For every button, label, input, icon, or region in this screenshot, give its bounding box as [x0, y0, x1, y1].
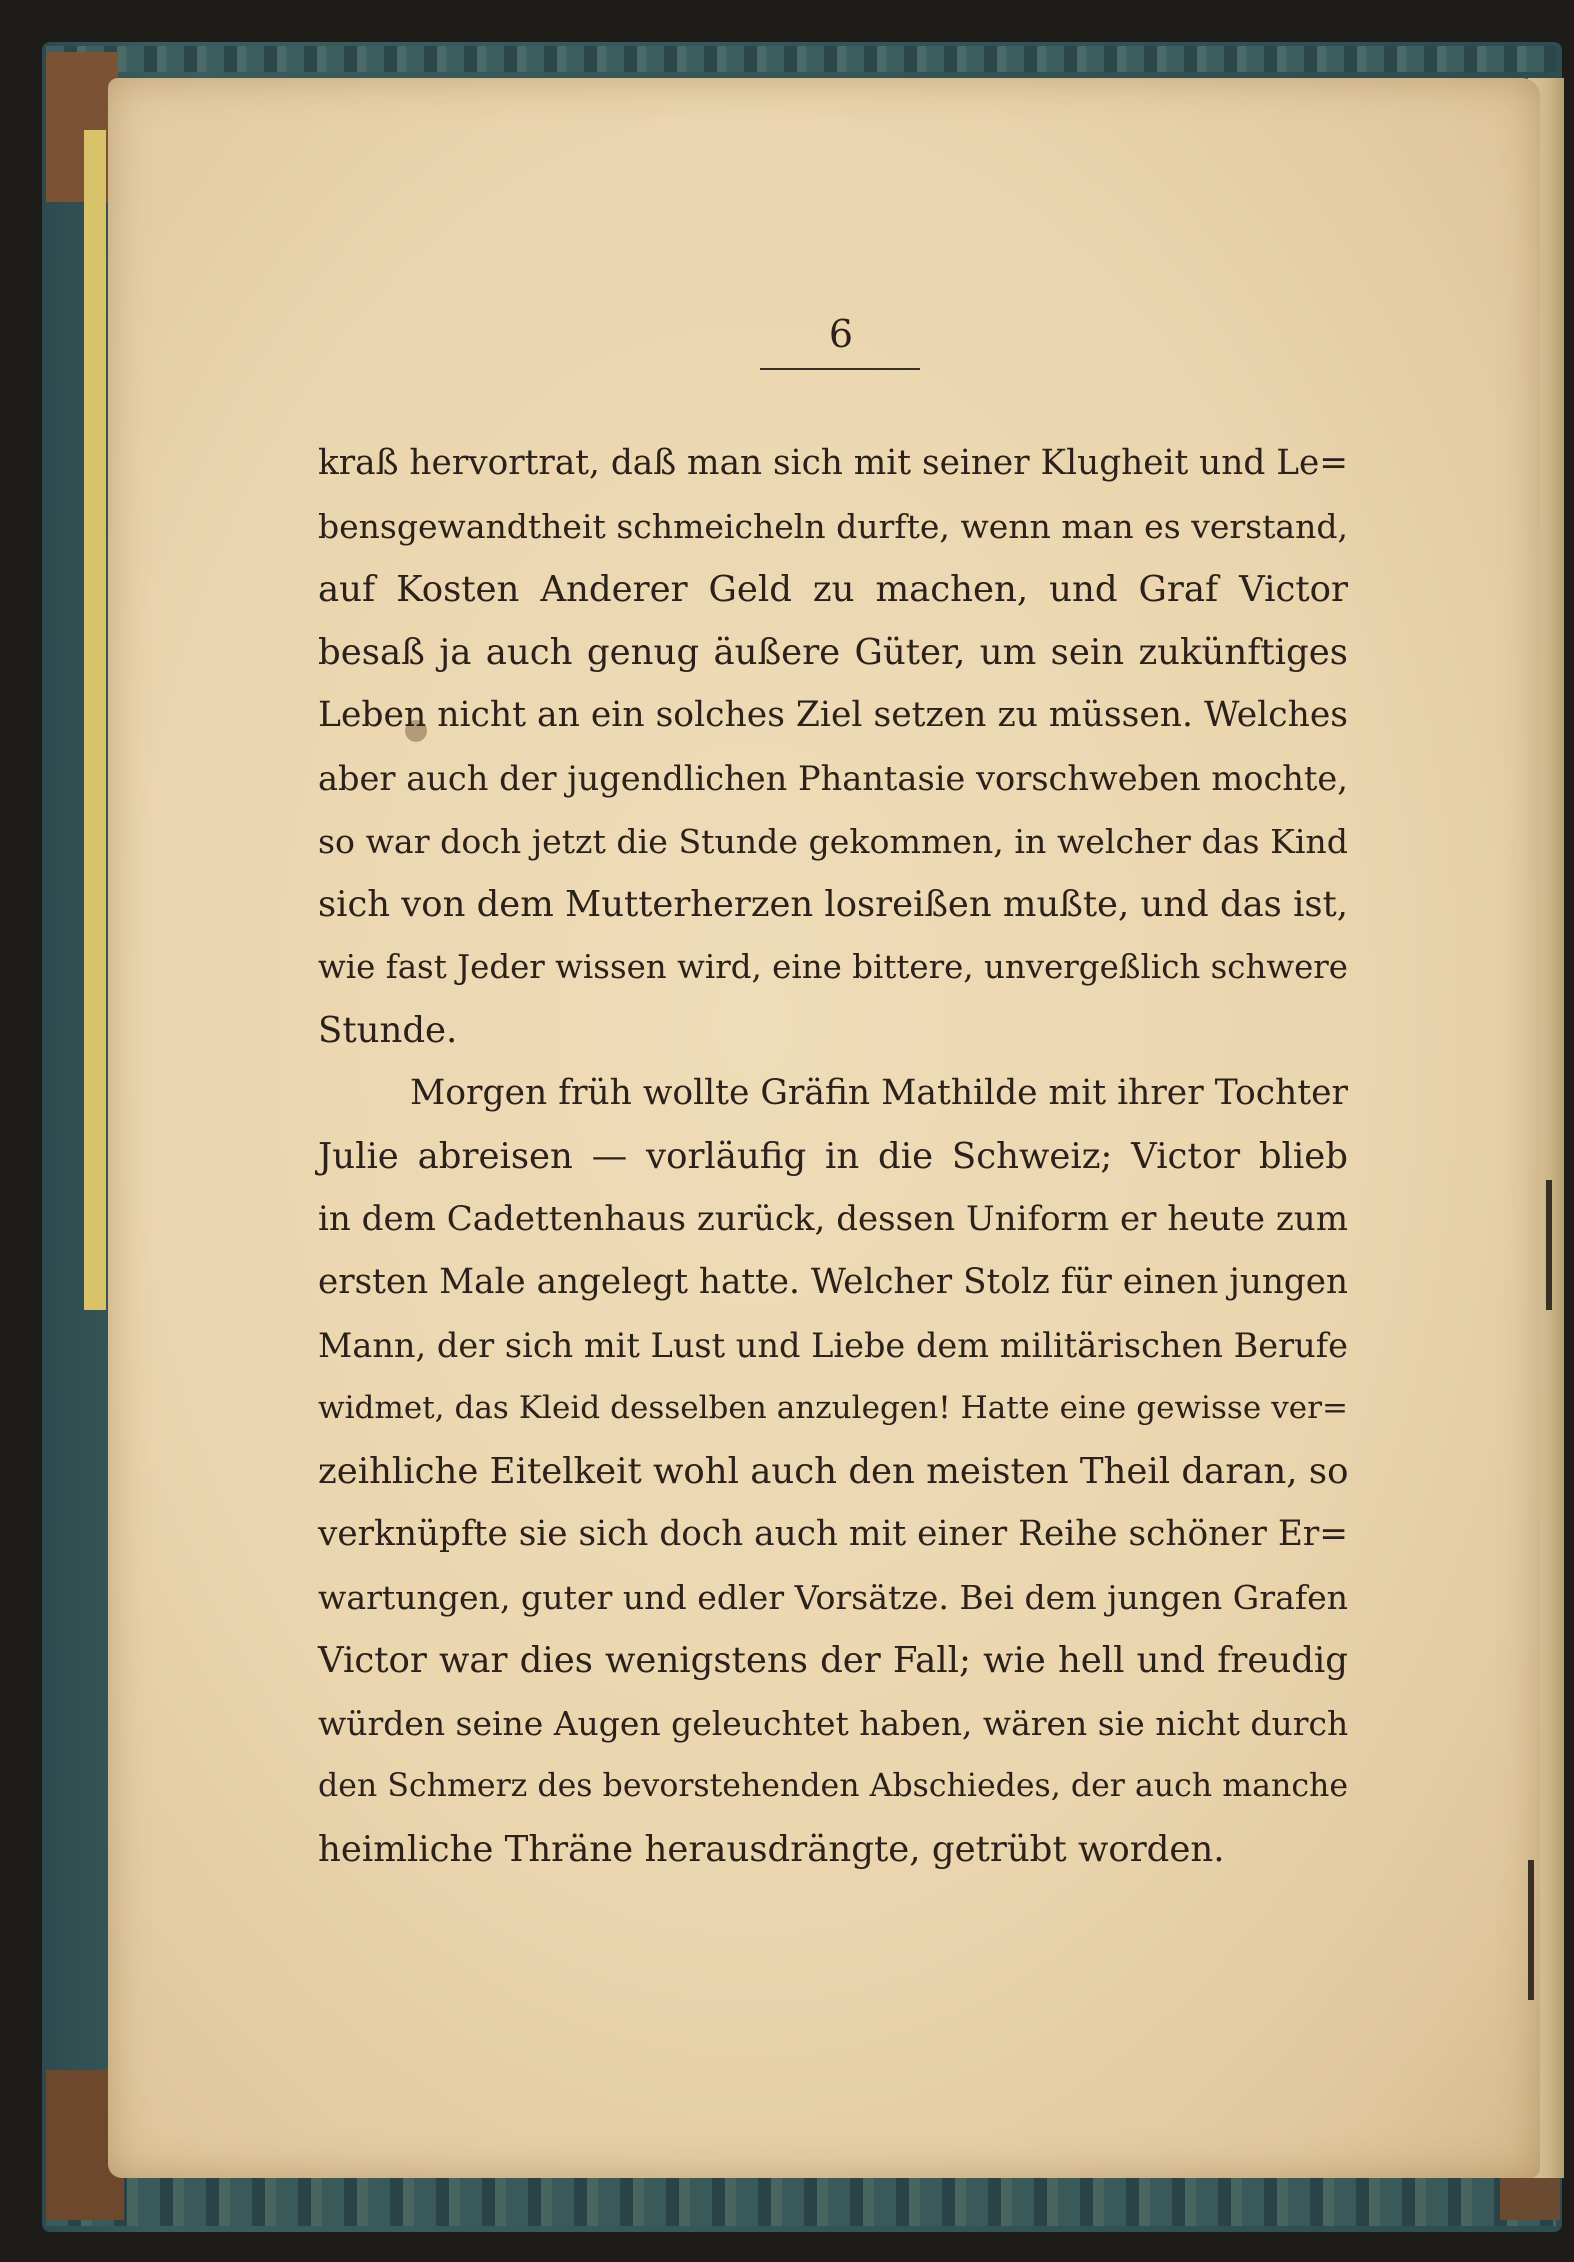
text-line: zeihliche Eitelkeit wohl auch den meisten Theil daran, so — [318, 1451, 1349, 1492]
cover-edge-top — [46, 46, 1556, 72]
cover-edge-bottom — [46, 2178, 1556, 2226]
text-line: auf Kosten Anderer Geld zu machen, und Graf Victor — [318, 569, 1348, 610]
text-line: würden seine Augen geleuchtet haben, wären sie nicht durch — [318, 1704, 1349, 1743]
text-line: heimliche Thräne herausdrängte, getrübt worden. — [318, 1829, 1225, 1870]
text-line: in dem Cadettenhaus zurück, dessen Uniform er heute zum — [318, 1199, 1348, 1239]
text-line: sich von dem Mutterherzen losreißen mußte, und das ist, — [318, 884, 1348, 925]
text-line: wie fast Jeder wissen wird, eine bittere, unvergeßlich schwere — [318, 948, 1348, 986]
text-line: aber auch der jugendlichen Phantasie vorschweben mochte, — [318, 759, 1348, 798]
text-line: Mann, der sich mit Lust und Liebe dem militärischen Berufe — [318, 1326, 1348, 1365]
text-line: so war doch jetzt die Stunde gekommen, in welcher das Kind — [318, 822, 1348, 861]
text-line: Leben nicht an ein solches Ziel setzen zu müssen. Welches — [318, 695, 1348, 735]
binding-mark — [1546, 1180, 1552, 1310]
text-line: ersten Male angelegt hatte. Welcher Stolz für einen jungen — [318, 1262, 1348, 1302]
paragraph-1 — [318, 432, 1348, 1062]
text-line: Stunde. — [318, 1010, 458, 1051]
binding-mark — [1528, 1860, 1534, 2000]
body-text — [318, 432, 1348, 1881]
text-line: Morgen früh wollte Gräfin Mathilde mit ihrer Tochter — [410, 1073, 1348, 1113]
text-line: wartungen, guter und edler Vorsätze. Bei dem jungen Grafen — [318, 1578, 1348, 1617]
text-line: den Schmerz des bevorstehenden Abschiedes, der auch manche — [318, 1768, 1348, 1804]
text-line: Julie abreisen — vorläufig in die Schweiz; Victor blieb — [318, 1136, 1348, 1177]
paragraph-2 — [318, 1062, 1348, 1881]
text-line: Victor war dies wenigstens der Fall; wie hell und freudig — [318, 1640, 1348, 1681]
text-line: besaß ja auch genug äußere Güter, um sein zukünftiges — [318, 632, 1348, 673]
text-line: kraß hervortrat, daß man sich mit seiner Klugheit und Le= — [318, 443, 1349, 483]
text-line: widmet, das Kleid desselben anzulegen! Hatte eine gewisse ver= — [318, 1390, 1348, 1426]
text-line: bensgewandtheit schmeicheln durfte, wenn man es verstand, — [318, 507, 1348, 546]
page-number: 6 — [828, 312, 854, 356]
spine-strip — [84, 130, 106, 1310]
text-line: verknüpfte sie sich doch auch mit einer Reihe schöner Er= — [318, 1514, 1348, 1554]
page-number-rule — [760, 368, 920, 370]
